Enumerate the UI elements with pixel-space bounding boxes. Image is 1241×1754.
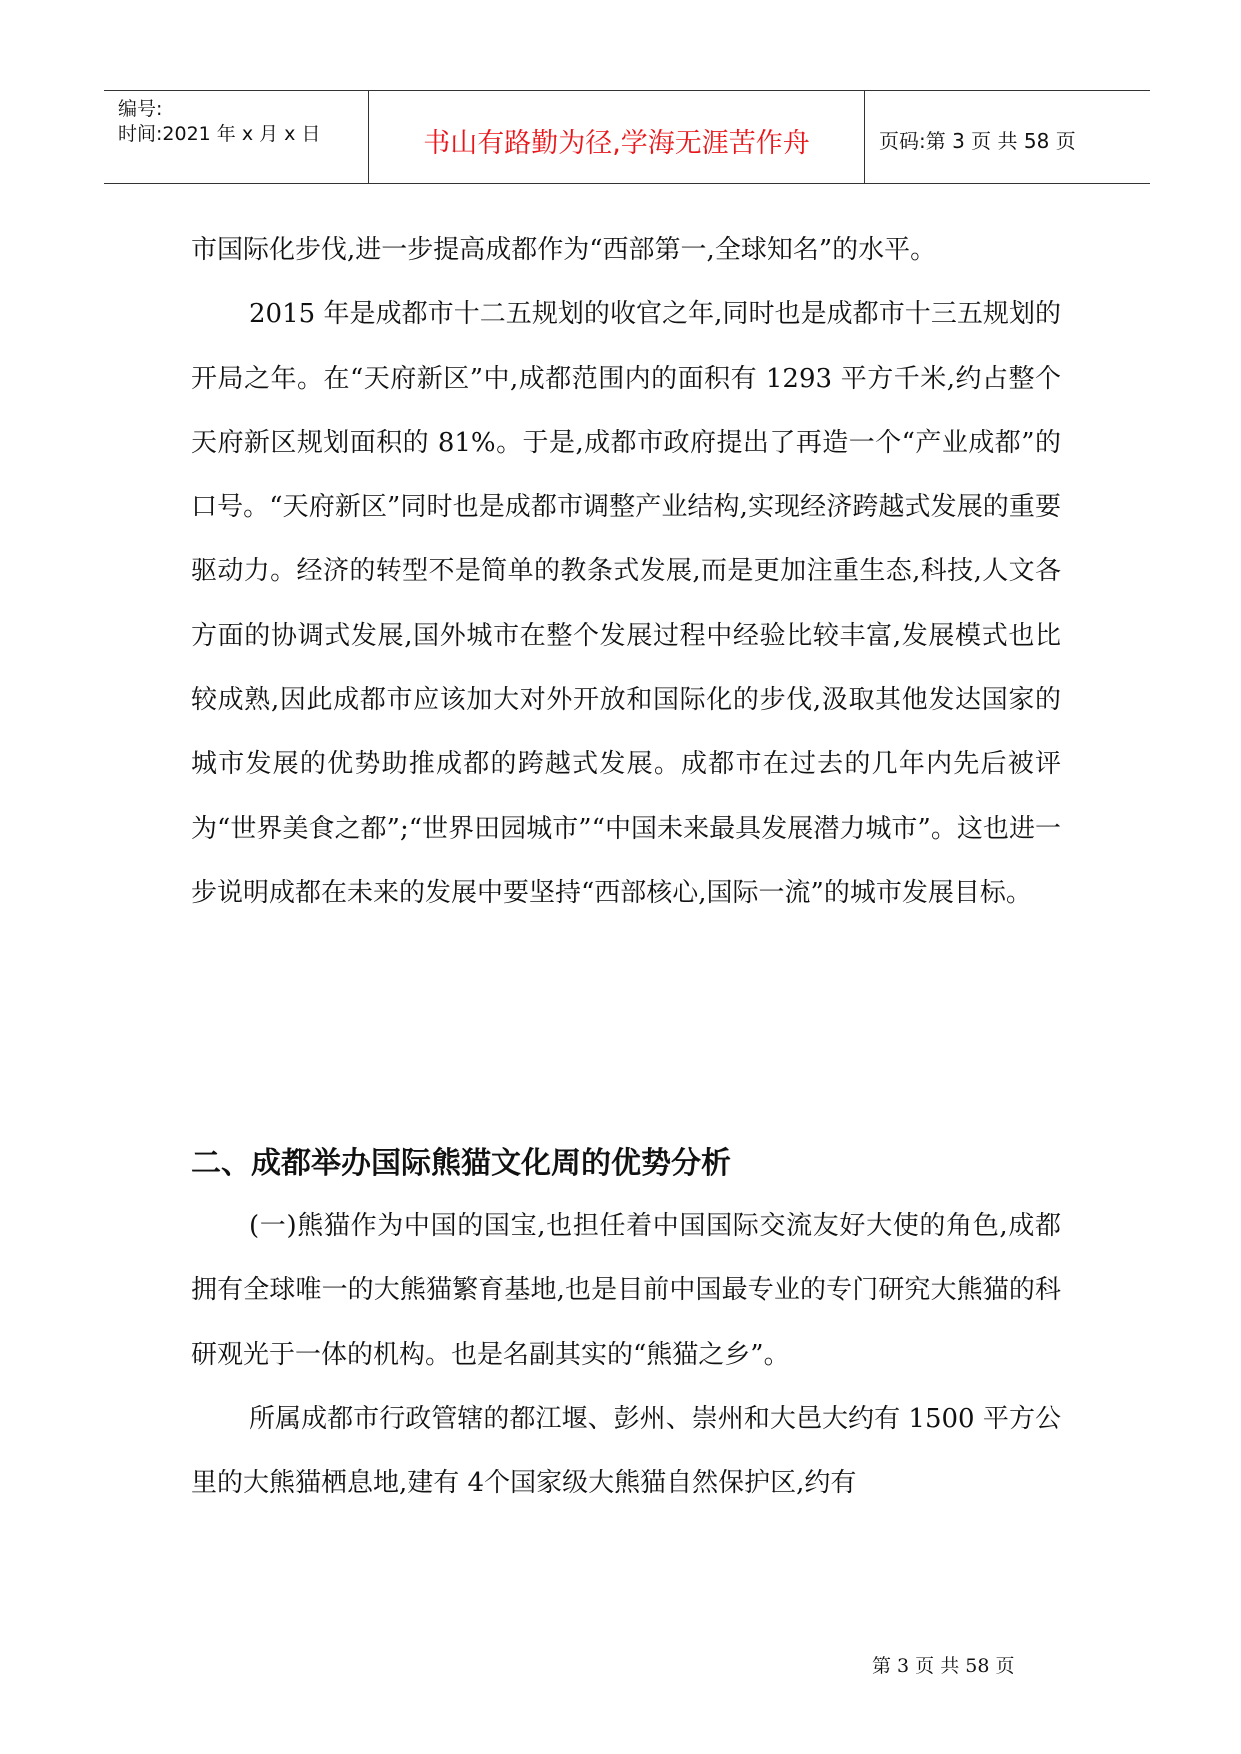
paragraph: (一)熊猫作为中国的国宝,也担任着中国国际交流友好大使的角色,成都拥有全球唯一的大熊猫繁育基地,也是目前中国最专业的专门研究大熊猫的科研观光于一体的机构。也是名副其实的“熊猫之乡”。: [191, 1211, 1061, 1370]
document-number-label: 编号:: [118, 98, 163, 120]
header-page-info: 页码:第 3 页 共 58 页: [879, 129, 1076, 153]
paragraph: 所属成都市行政管辖的都江堰、彭州、崇州和大邑大约有 1500 平方公里的大熊猫栖息地,建有 4个国家级大熊猫自然保护区,约有: [191, 1403, 1061, 1499]
document-time-label: 时间:2021 年 x 月 x 日: [118, 123, 321, 145]
header-motto-cell: [369, 91, 865, 183]
body-text-bottom: [191, 1194, 1061, 1515]
section-heading: 二、成都举办国际熊猫文化周的优势分析: [191, 1146, 731, 1181]
header-meta-cell: [104, 91, 369, 183]
header-motto: 书山有路勤为径,学海无涯苦作舟: [423, 128, 810, 159]
paragraph: 市国际化步伐,进一步提高成都作为“西部第一,全球知名”的水平。: [191, 235, 937, 265]
header-page-cell: [865, 91, 1150, 183]
body-text-top: [191, 218, 1061, 925]
paragraph: 2015 年是成都市十二五规划的收官之年,同时也是成都市十三五规划的开局之年。在“天府新区”中,成都范围内的面积有 1293 平方千米,约占整个天府新区规划面积的 81%。于是,成都市政府提出了再造一个“产业成都”的口号。“天府新区”同时也是成都市调整产业结构,实现经济跨越式发展的重要驱动力。经济的转型不是简单的教条式发展,而是更加注重生态,科技,人文各方面的协调式发展,国外城市在整个发展过程中经验比较丰富,发展模式也比较成熟,因此成都市应该加大对外开放和国际化的步伐,汲取其他发达国家的城市发展的优势助推成都的跨越式发展。成都市在过去的几年内先后被评为“世界美食之都”;“世界田园城市”“中国未来最具发展潜力城市”。这也进一步说明成都在未来的发展中要坚持“西部核心,国际一流”的城市发展目标。: [191, 299, 1061, 908]
page-footer: 第 3 页 共 58 页: [872, 1655, 1015, 1677]
page-header: [104, 90, 1150, 184]
